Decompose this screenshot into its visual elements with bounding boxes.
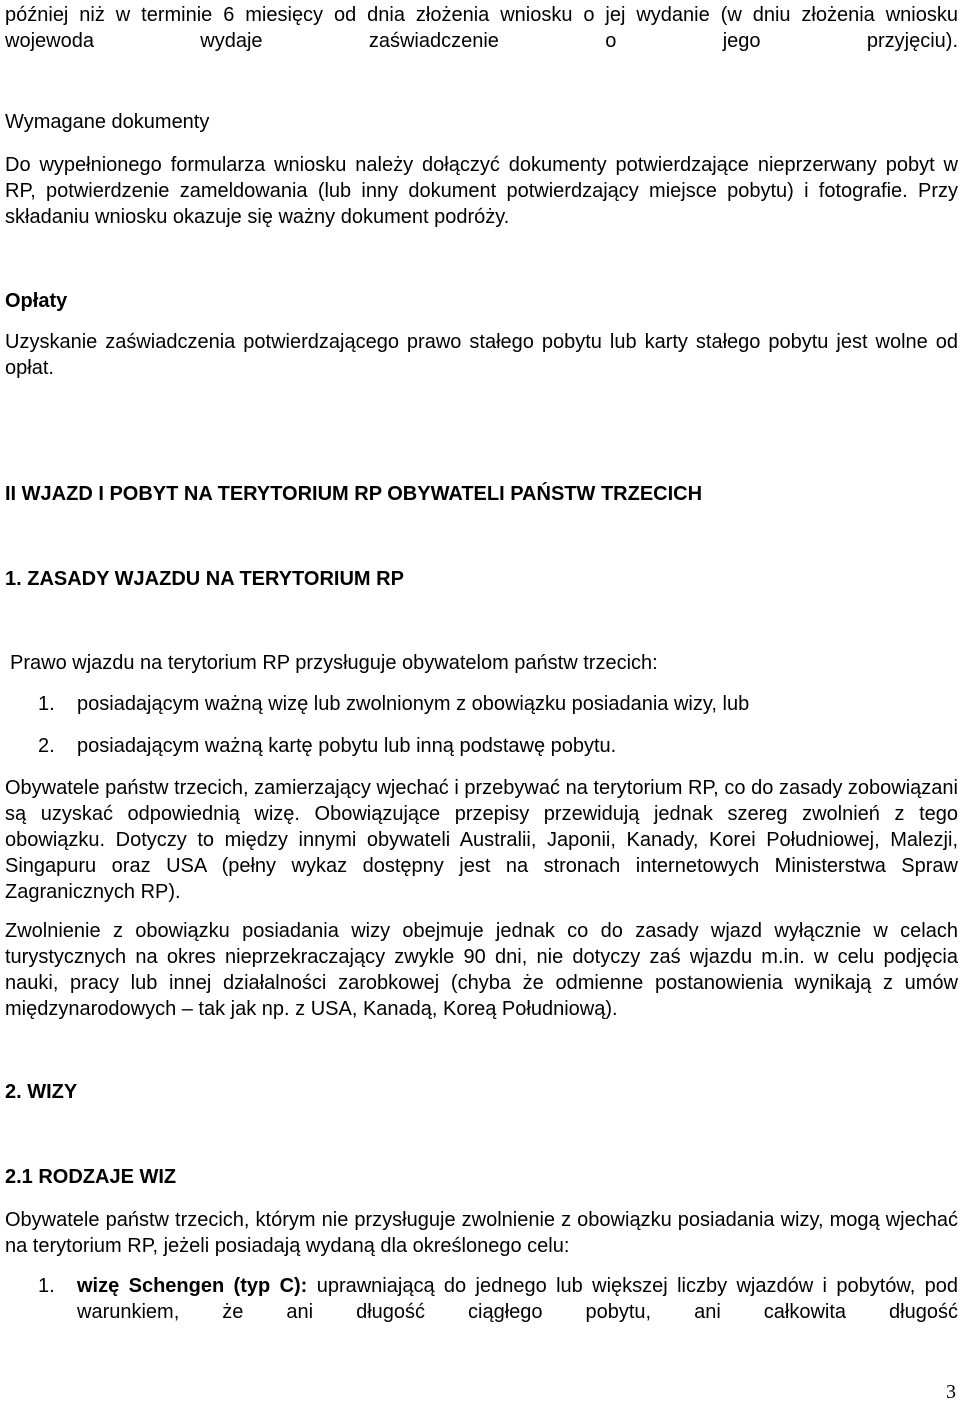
fees-heading: Opłaty [5,290,68,312]
intro-continuation-span: później niż w terminie 6 miesięcy od dnia złożenia wniosku o jej wydanie (w dniu złożenia wniosku wojewoda wydaje zaświadczenie o jego przyjęciu). [5,4,958,52]
visa-types-intro: Obywatele państw trzecich, którym nie przysługuje zwolnienie z obowiązku posiadania wizy, mogą wjechać na terytorium RP, jeżeli posiadają wydaną dla określonego celu: [5,1209,958,1257]
page-number: 3 [946,1381,956,1403]
list-item-text [77,1273,958,1325]
fees-body: Uzyskanie zaświadczenia potwierdzającego prawo stałego pobytu lub karty stałego pobytu jest wolne od opłat. [5,331,958,379]
visas-heading: 2. WIZY [5,1081,78,1103]
list-item-number: 1. [38,1275,55,1297]
intro-continuation-text [5,2,958,54]
entry-rules-paragraph-2: Zwolnienie z obowiązku posiadania wizy obejmuje jednak co do zasady wjazd wyłącznie w celach turystycznych na okres nieprzekraczający zwykle 90 dni, nie dotyczy zaś wjazdu m.in. w celu podjęcia nauki, pracy lub innej działalności zarobkowej (chyba że odmienne postanowienia wynikają z umów międzynarodowych – tak jak np. z USA, Kanadą, Koreą Południową). [5,920,958,1020]
list-item-number: 2. [38,735,55,757]
list-item-text: posiadającym ważną wizę lub zwolnionym z obowiązku posiadania wizy, lub [77,693,750,715]
visa-types-heading: 2.1 RODZAJE WIZ [5,1166,177,1188]
chapter-heading: II WJAZD I POBYT NA TERYTORIUM RP OBYWATELI PAŃSTW TRZECICH [5,483,703,505]
visa-type-name: wizę Schengen (typ C): [77,1275,308,1297]
visa-type-description: uprawniającą do jednego lub większej liczby wjazdów i pobytów, pod warunkiem, że ani długość ciągłego pobytu, ani całkowita długość [77,1275,959,1323]
list-item-number: 1. [38,693,55,715]
entry-rules-intro: Prawo wjazdu na terytorium RP przysługuje obywatelom państw trzecich: [10,652,658,674]
list-item-text: posiadającym ważną kartę pobytu lub inną podstawę pobytu. [77,735,617,757]
entry-rules-heading: 1. ZASADY WJAZDU NA TERYTORIUM RP [5,568,404,590]
entry-rules-paragraph-1: Obywatele państw trzecich, zamierzający wjechać i przebywać na terytorium RP, co do zasady zobowiązani są uzyskać odpowiednią wizę. Obowiązujące przepisy przewidują jednak szereg zwolnień z tego obowiązku. Dotyczy to między innymi obywateli Australii, Japonii, Kanady, Korei Południowej, Malezji, Singapuru oraz USA (pełny wykaz dostępny jest na stronach internetowych Ministerstwa Spraw Zagranicznych RP). [5,777,958,903]
required-documents-body: Do wypełnionego formularza wniosku należy dołączyć dokumenty potwierdzające nieprzerwany pobyt w RP, potwierdzenie zameldowania (lub inny dokument potwierdzający miejsce pobytu) i fotografie. Przy składaniu wniosku okazuje się ważny dokument podróży. [5,154,958,228]
required-documents-heading: Wymagane dokumenty [5,111,210,133]
